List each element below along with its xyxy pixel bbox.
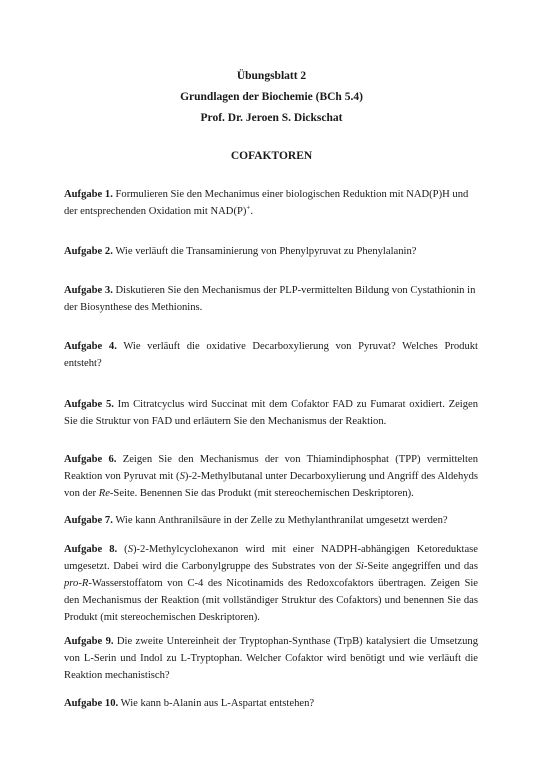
task-label: Aufgabe 2. — [64, 246, 113, 257]
stereo-descriptor: S — [179, 471, 185, 482]
task-text: ( — [124, 544, 128, 555]
task-7 — [64, 512, 478, 529]
document-header — [0, 66, 543, 129]
task-text: -Seite angegriffen und das — [363, 561, 478, 572]
task-text: Zeigen Sie den Mechanismus der von Thiamindiphosphat (TPP) vermittelten Reaktion von Pyruvat mit ( — [64, 454, 478, 482]
task-text: -Wasserstoffatom von C-4 des Nicotinamids des Redoxcofaktors übertragen. Zeigen Sie den Mechanismus der Reaktion (mit vollständiger Struktur des Cofaktors) und benennen Sie das Produkt (mit stereochemischen Deskriptoren). — [64, 578, 478, 623]
task-text: Formulieren Sie den Mechanimus einer biologischen Reduktion mit NAD(P)H und der entsprechenden Oxidation mit NAD(P) — [64, 189, 469, 217]
task-text: )-2-Methylbutanal unter Decarboxylierung und Angriff des Aldehyds von der — [64, 471, 479, 499]
task-text: -Seite. Benennen Sie das Produkt (mit stereochemischen Deskriptoren). — [109, 488, 414, 499]
task-5 — [64, 396, 478, 430]
task-text: -Serin und Indol zu — [90, 653, 181, 664]
task-text: . — [250, 206, 254, 217]
l-descriptor: L — [83, 653, 91, 664]
task-text: Wie kann b-Alanin aus — [120, 698, 221, 709]
course-title: Grundlagen der Biochemie (BCh 5.4) — [180, 91, 363, 103]
task-text: Wie verläuft die Transaminierung von Phenylpyruvat zu Phenylalanin? — [115, 246, 417, 257]
professor-name: Prof. Dr. Jeroen S. Dickschat — [200, 112, 343, 124]
task-label: Aufgabe 4. — [64, 341, 117, 352]
task-text: )-2-Methylcyclohexanon wird mit einer NADPH-abhängigen Ketoreduktase umgesetzt. Dabei wird die Carbonylgruppe des Substrates von der — [64, 544, 478, 572]
sheet-title: Übungsblatt 2 — [236, 70, 307, 82]
task-label: Aufgabe 5. — [64, 399, 114, 410]
task-text: -Tryptophan. Welcher Cofaktor wird benötigt und wie verläuft die Reaktion mechanistisch? — [64, 653, 478, 681]
task-6 — [64, 451, 478, 502]
task-1 — [64, 186, 478, 220]
task-label: Aufgabe 6. — [64, 454, 117, 465]
superscript: + — [246, 203, 251, 212]
face-descriptor: Re — [98, 488, 110, 499]
section-title: COFAKTOREN — [230, 150, 313, 162]
l-descriptor: L — [180, 653, 188, 664]
task-label: Aufgabe 8. — [64, 544, 118, 555]
task-label: Aufgabe 10. — [64, 698, 119, 709]
task-text: Wie kann Anthranilsäure in der Zelle zu Methylanthranilat umgesetzt werden? — [115, 515, 448, 526]
task-label: Aufgabe 9. — [64, 636, 114, 647]
task-text: Wie verläuft die oxidative Decarboxylierung von Pyruvat? Welches Produkt entsteht? — [64, 341, 478, 369]
face-descriptor: Si — [355, 561, 364, 572]
stereo-descriptor: S — [127, 544, 133, 555]
prochirality-descriptor: pro-R — [64, 578, 89, 589]
task-2 — [64, 243, 478, 260]
task-8 — [64, 541, 478, 626]
task-10 — [64, 695, 478, 712]
task-text: Diskutieren Sie den Mechanismus der PLP-vermittelten Bildung von Cystathionin in der Biosynthese des Methionins. — [64, 285, 476, 313]
task-text: Die zweite Untereinheit der Tryptophan-Synthase (TrpB) katalysiert die Umsetzung von — [64, 636, 478, 664]
l-descriptor: L — [220, 698, 228, 709]
task-3 — [64, 282, 478, 316]
task-text: Im Citratcyclus wird Succinat mit dem Cofaktor FAD zu Fumarat oxidiert. Zeigen Sie die Struktur von FAD und erläutern Sie den Mechanismus der Reaktion. — [64, 399, 479, 427]
task-9 — [64, 633, 478, 684]
task-label: Aufgabe 1. — [64, 189, 113, 200]
task-label: Aufgabe 3. — [64, 285, 113, 296]
task-4 — [64, 338, 478, 372]
task-label: Aufgabe 7. — [64, 515, 113, 526]
task-text: -Aspartat entstehen? — [227, 698, 315, 709]
